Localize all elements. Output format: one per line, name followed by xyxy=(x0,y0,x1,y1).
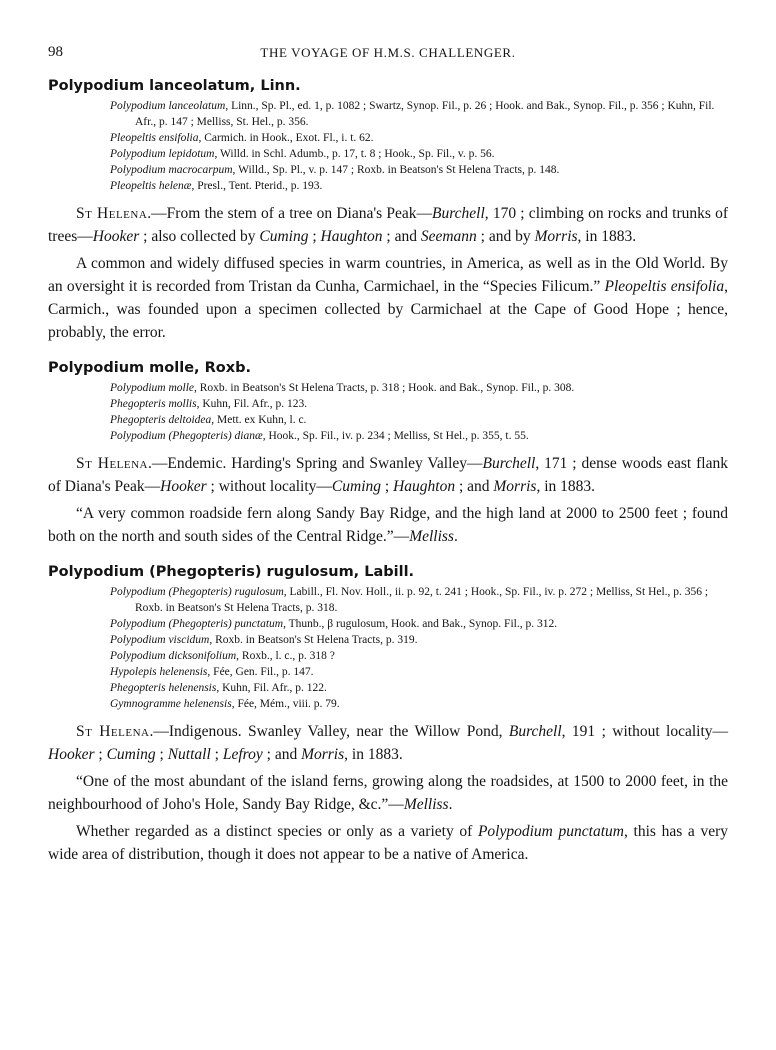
synonym-citation: , Hook., Sp. Fil., iv. p. 234 ; Melliss, St Hel., p. 355, t. 55. xyxy=(262,430,529,442)
synonym-list xyxy=(110,380,728,444)
synonym-item xyxy=(110,146,728,162)
note-paragraph xyxy=(48,820,728,866)
text-run: ; and xyxy=(262,746,302,763)
synonym-citation: , Presl., Tent. Pterid., p. 193. xyxy=(191,180,323,192)
italic-name: Burchell xyxy=(508,723,562,740)
italic-name: Hooker xyxy=(48,746,95,763)
article-body xyxy=(48,78,728,866)
text-run: , Carmich., was founded upon a specimen collected by Carmichael at the Cape of Good Hope ; hence, probably, the error. xyxy=(48,278,728,341)
synonym-name: Polypodium lanceolatum xyxy=(110,100,226,112)
italic-name: Seemann xyxy=(420,228,477,245)
italic-name: Morris xyxy=(534,228,578,245)
running-head xyxy=(48,44,728,70)
text-run: , this has a very wide area of distribution, though it does not appear to be a native of America. xyxy=(48,823,729,863)
species-heading: Polypodium molle, Roxb. xyxy=(48,360,251,376)
italic-name: Burchell xyxy=(482,455,536,472)
text-run: , 170 ; climbing on rocks and trunks of trees— xyxy=(48,205,728,245)
synonym-list xyxy=(110,584,728,712)
synonym-item xyxy=(110,412,728,428)
synonym-citation: , Roxb. in Beatson's St Helena Tracts, p. 319. xyxy=(209,634,418,646)
text-run: ; also collected by xyxy=(139,228,260,245)
text-run: ; and xyxy=(455,478,494,495)
synonym-item xyxy=(110,162,728,178)
synonym-name: Polypodium (Phegopteris) rugulosum xyxy=(110,586,284,598)
synonym-name: Polypodium (Phegopteris) dianæ xyxy=(110,430,263,442)
synonym-item xyxy=(110,696,728,712)
synonym-item xyxy=(110,130,728,146)
synonym-citation: , Kuhn, Fil. Afr., p. 122. xyxy=(216,682,327,694)
synonym-item xyxy=(110,98,728,130)
text-run: , in 1883. xyxy=(344,746,403,763)
synonym-name: Polypodium molle xyxy=(110,382,194,394)
text-run: .—Indigenous. Swanley Valley, near the Willow Pond, xyxy=(149,723,509,740)
text-run: ; xyxy=(308,228,321,245)
synonym-name: Polypodium viscidum xyxy=(110,634,210,646)
italic-name: Polypodium punctatum xyxy=(477,823,624,840)
synonym-citation: , Linn., Sp. Pl., ed. 1, p. 1082 ; Swartz, Synop. Fil., p. 26 ; Hook. and Bak., Synop. Fil., p. 356 ; Kuhn, Fil. Afr., p. 147 ; Melliss, St. Hel., p. 356. xyxy=(135,100,715,128)
synonym-item xyxy=(110,428,728,444)
text-run: , 171 ; dense woods east flank of Diana's Peak— xyxy=(48,455,728,495)
italic-name: Hooker xyxy=(92,228,140,245)
synonym-name: Hypolepis helenensis xyxy=(110,666,208,678)
synonym-citation: , Willd. in Schl. Adumb., p. 17, t. 8 ; Hook., Sp. Fil., v. p. 56. xyxy=(214,148,495,160)
synonym-citation: , Fée, Mém., viii. p. 79. xyxy=(231,698,340,710)
text-run: ; and xyxy=(382,228,421,245)
synonym-citation: , Roxb., l. c., p. 318 ? xyxy=(236,650,335,662)
italic-name: Burchell xyxy=(432,205,485,222)
synonym-name: Pleopeltis helenæ xyxy=(110,180,192,192)
synonym-name: Polypodium (Phegopteris) punctatum xyxy=(110,618,284,630)
text-run: , in 1883. xyxy=(577,228,637,245)
italic-name: Haughton xyxy=(320,228,383,245)
locality-paragraph xyxy=(48,202,728,248)
page xyxy=(48,44,728,866)
synonym-citation: , Fée, Gen. Fil., p. 147. xyxy=(207,666,314,678)
italic-name: Hooker xyxy=(160,478,207,495)
text-run: . xyxy=(448,796,453,813)
text-run: ; xyxy=(155,746,168,763)
locality-name: St Helena xyxy=(76,723,150,740)
synonym-name: Gymnogramme helenensis xyxy=(110,698,232,710)
synonym-item xyxy=(110,664,728,680)
species-entry xyxy=(48,360,728,548)
text-run: . xyxy=(453,528,458,545)
note-paragraph xyxy=(48,502,728,548)
italic-name: Pleopeltis ensifolia xyxy=(604,278,725,295)
synonym-citation: , Labill., Fl. Nov. Holl., ii. p. 92, t. 241 ; Hook., Sp. Fil., iv. p. 272 ; Melliss, St Hel., p. 356 ; Roxb. in Beatson's St Helena Tracts, p. 318. xyxy=(135,586,709,614)
text-run: “A very common roadside fern along Sandy Bay Ridge, and the high land at 2000 to 2500 feet ; found both on the north and south sides of the Central Ridge.”— xyxy=(48,505,728,545)
synonym-citation: , Roxb. in Beatson's St Helena Tracts, p. 318 ; Hook. and Bak., Synop. Fil., p. 308. xyxy=(194,382,575,394)
italic-name: Lefroy xyxy=(222,746,263,763)
text-run: ; xyxy=(94,746,107,763)
italic-name: Nuttall xyxy=(167,746,211,763)
locality-name: St Helena xyxy=(76,205,148,222)
species-entry xyxy=(48,78,728,344)
text-run: ; without locality— xyxy=(206,478,332,495)
synonym-name: Polypodium lepidotum xyxy=(110,148,215,160)
note-paragraph xyxy=(48,252,728,344)
synonym-citation: , Kuhn, Fil. Afr., p. 123. xyxy=(196,398,308,410)
synonym-name: Phegopteris helenensis xyxy=(110,682,217,694)
synonym-citation: , Willd., Sp. Pl., v. p. 147 ; Roxb. in Beatson's St Helena Tracts, p. 148. xyxy=(232,164,560,176)
synonym-citation: , Carmich. in Hook., Exot. Fl., i. t. 62. xyxy=(198,132,374,144)
synonym-name: Phegopteris deltoidea xyxy=(110,414,212,426)
italic-name: Morris xyxy=(493,478,537,495)
synonym-item xyxy=(110,178,728,194)
synonym-item xyxy=(110,648,728,664)
text-run: ; xyxy=(381,478,394,495)
italic-name: Cuming xyxy=(331,478,382,495)
synonym-item xyxy=(110,680,728,696)
running-title: THE VOYAGE OF H.M.S. CHALLENGER. xyxy=(260,45,516,60)
text-run: .—Endemic. Harding's Spring and Swanley Valley— xyxy=(148,455,483,472)
synonym-name: Phegopteris mollis xyxy=(110,398,197,410)
locality-name: St Helena xyxy=(76,455,149,472)
species-entry xyxy=(48,564,728,866)
synonym-item xyxy=(110,632,728,648)
synonym-item xyxy=(110,380,728,396)
italic-name: Melliss xyxy=(403,796,449,813)
synonym-citation: , Thunb., β rugulosum, Hook. and Bak., Synop. Fil., p. 312. xyxy=(283,618,558,630)
text-run: ; and by xyxy=(476,228,535,245)
synonym-name: Pleopeltis ensifolia xyxy=(110,132,199,144)
species-heading: Polypodium (Phegopteris) rugulosum, Labill. xyxy=(48,564,415,580)
synonym-item xyxy=(110,584,728,616)
italic-name: Cuming xyxy=(259,228,309,245)
text-run: .—From the stem of a tree on Diana's Peak— xyxy=(147,205,432,222)
locality-paragraph xyxy=(48,452,728,498)
synonym-list xyxy=(110,98,728,194)
synonym-citation: , Mett. ex Kuhn, l. c. xyxy=(211,414,307,426)
synonym-name: Polypodium macrocarpum xyxy=(110,164,233,176)
text-run: Whether regarded as a distinct species or only as a variety of xyxy=(76,823,478,840)
synonym-item xyxy=(110,616,728,632)
note-paragraph xyxy=(48,770,728,816)
text-run: A common and widely diffused species in warm countries, in America, as well as in the Old World. By an oversight it is recorded from Tristan da Cunha, Carmichael, in the “Species Filicum.” xyxy=(48,255,728,295)
italic-name: Melliss xyxy=(409,528,454,545)
text-run: , in 1883. xyxy=(536,478,596,495)
page-number: 98 xyxy=(48,44,63,60)
text-run: “One of the most abundant of the island ferns, growing along the roadsides, at 1500 to 2000 feet, in the neighbourhood of Joho's Hole, Sandy Bay Ridge, &c.”— xyxy=(48,773,728,813)
italic-name: Cuming xyxy=(106,746,156,763)
text-run: ; xyxy=(210,746,223,763)
text-run: , 191 ; without locality— xyxy=(561,723,728,740)
synonym-name: Polypodium dicksonifolium xyxy=(110,650,237,662)
italic-name: Morris xyxy=(301,746,345,763)
species-heading: Polypodium lanceolatum, Linn. xyxy=(48,78,301,94)
synonym-item xyxy=(110,396,728,412)
locality-paragraph xyxy=(48,720,728,766)
italic-name: Haughton xyxy=(393,478,456,495)
